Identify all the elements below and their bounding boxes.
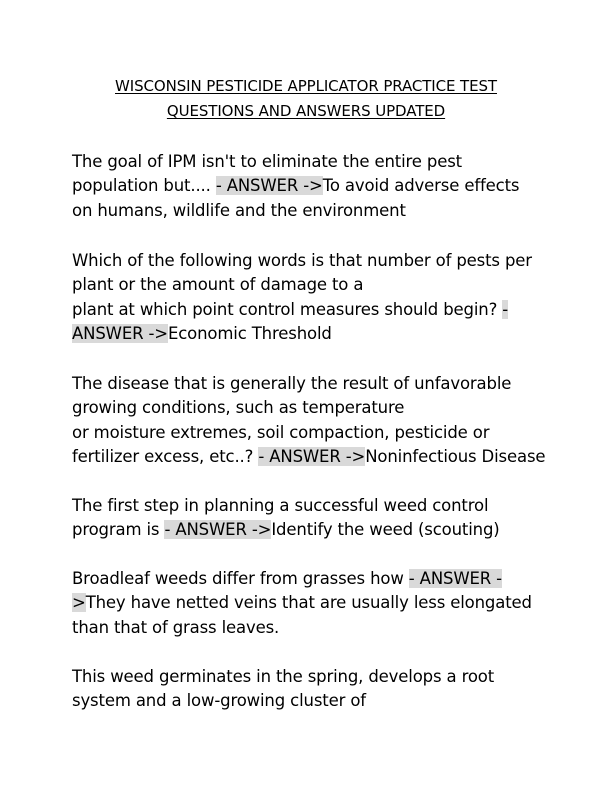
qa-item-ipm-goal bbox=[72, 150, 552, 223]
question-line: Which of the following words is that number of pests per bbox=[72, 251, 532, 270]
question-line: The goal of IPM isn't to eliminate the entire pest bbox=[72, 152, 462, 171]
answer-text: To avoid adverse effects bbox=[322, 176, 520, 196]
answer-line: on humans, wildlife and the environment bbox=[72, 200, 406, 220]
answer-text: They have netted veins that are usually less elongated bbox=[85, 593, 532, 613]
question-line: or moisture extremes, soil compaction, pesticide or bbox=[72, 422, 490, 442]
qa-item-weed-control bbox=[72, 494, 552, 543]
question-text: plant at which point control measures should begin? bbox=[72, 299, 503, 319]
question-line: system and a low-growing cluster of bbox=[72, 691, 366, 711]
answer-marker: ANSWER -> bbox=[72, 323, 168, 343]
qa-item-noninfectious-disease bbox=[72, 372, 552, 469]
answer-marker: - ANSWER - bbox=[408, 569, 502, 588]
question-line: plant or the amount of damage to a bbox=[72, 275, 364, 295]
answer-line: than that of grass leaves. bbox=[72, 617, 280, 637]
qa-item-broadleaf-weeds bbox=[72, 567, 552, 640]
question-answer-line bbox=[72, 298, 552, 322]
title-line-1: WISCONSIN PESTICIDE APPLICATOR PRACTICE TEST bbox=[115, 77, 497, 95]
qa-item-economic-threshold bbox=[72, 249, 552, 346]
answer-text: Noninfectious Disease bbox=[365, 446, 546, 466]
answer-marker: - ANSWER -> bbox=[258, 446, 366, 466]
answer-marker: - ANSWER -> bbox=[215, 176, 323, 196]
answer-line bbox=[72, 591, 552, 615]
answer-marker: > bbox=[72, 593, 86, 613]
question-answer-line bbox=[72, 518, 552, 542]
document-title bbox=[0, 74, 612, 124]
answer-text: Identify the weed (scouting) bbox=[271, 520, 500, 540]
question-text: population but.... bbox=[72, 176, 216, 196]
question-line: The disease that is generally the result of unfavorable bbox=[72, 374, 512, 393]
question-line: growing conditions, such as temperature bbox=[72, 398, 405, 418]
title-line-2: QUESTIONS AND ANSWERS UPDATED bbox=[166, 102, 446, 120]
answer-text: Economic Threshold bbox=[167, 323, 332, 343]
question-line: This weed germinates in the spring, develops a root bbox=[72, 667, 495, 686]
qa-item-weed-germination bbox=[72, 665, 552, 714]
question-text: fertilizer excess, etc..? bbox=[72, 446, 259, 466]
answer-marker: - ANSWER -> bbox=[164, 520, 272, 540]
answer-marker: - bbox=[502, 299, 509, 319]
question-answer-line bbox=[72, 567, 552, 591]
answer-line bbox=[72, 322, 552, 346]
question-answer-line bbox=[72, 174, 552, 198]
question-answer-line bbox=[72, 445, 552, 469]
question-text: program is bbox=[72, 520, 165, 540]
question-line: The first step in planning a successful weed control bbox=[72, 496, 489, 515]
question-text: Broadleaf weeds differ from grasses how bbox=[72, 569, 409, 588]
